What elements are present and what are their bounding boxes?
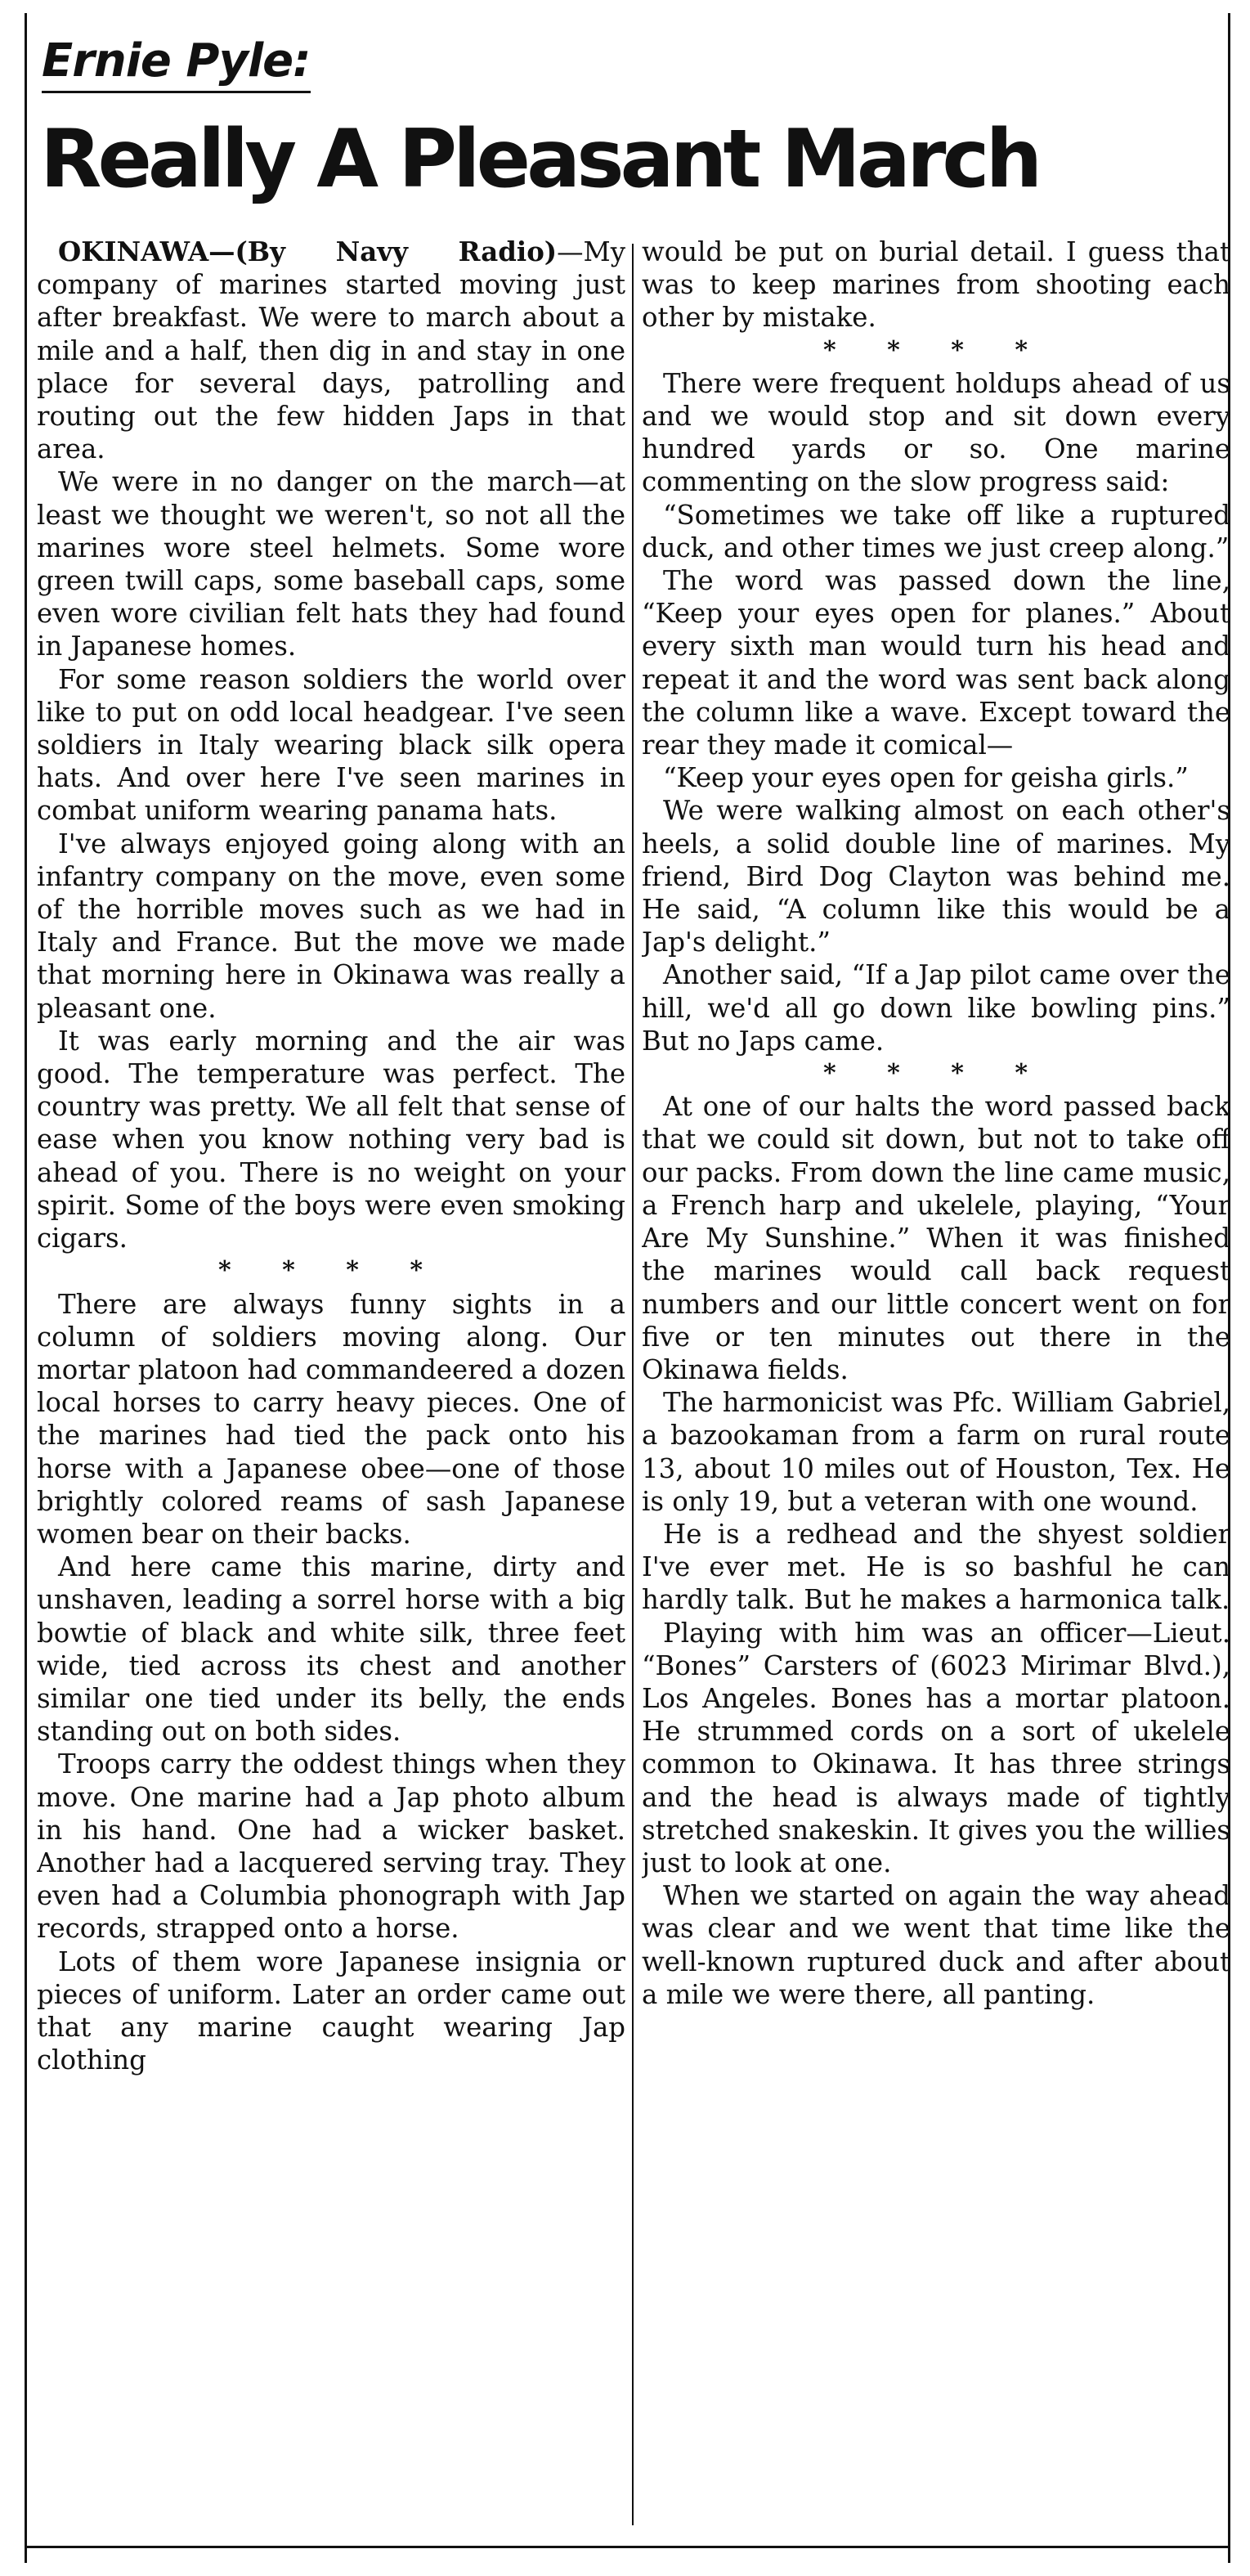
- body-paragraph: Troops carry the oddest things when they move. One marine had a Jap photo album in his hand. One had a wicker basket. Another had a lacquered serving tray. They even had a Columbia phonograph with Jap records, strapped onto a horse.: [37, 1748, 625, 1945]
- body-paragraph: And here came this marine, dirty and unshaven, leading a sorrel horse with a big bowtie of black and white silk, three feet wide, tied across its chest and another similar one tied under its belly, the ends standing out on both sides.: [37, 1551, 625, 1748]
- column-divider: [632, 244, 634, 2525]
- headline: Really A Pleasant March: [40, 113, 1039, 206]
- body-paragraph: We were in no danger on the march—at least we thought we weren't, so not all the marines wore steel helmets. Some wore green twill caps, some baseball caps, some even wore civilian felt hats they had found in Japanese homes.: [37, 466, 625, 662]
- body-paragraph: The harmonicist was Pfc. William Gabriel, a bazookaman from a farm on rural route 13, about 10 miles out of Houston, Tex. He is only 19, but a veteran with one wound.: [642, 1387, 1230, 1517]
- body-paragraph: Playing with him was an officer—Lieut. “Bones” Carsters of (6023 Mirimar Blvd.), Los Angeles. Bones has a mortar platoon. He strummed cords on a sort of ukelele common to Okinawa. It has three strings and the head is always made of tightly stretched snakeskin. It gives you the willies just to look at one.: [642, 1617, 1230, 1878]
- body-paragraph: Another said, “If a Jap pilot came over the hill, we'd all go down like bowling pins.” But no Japs came.: [642, 959, 1230, 1057]
- left-column: [37, 236, 625, 2525]
- newspaper-clipping: [25, 13, 1230, 2563]
- body-paragraph: The word was passed down the line, “Keep your eyes open for planes.” About every sixth man would turn his head and repeat it and the word was sent back along the column like a wave. Except toward the rear they made it comical—: [642, 565, 1230, 761]
- dateline: OKINAWA—(By Navy Radio): [58, 236, 558, 267]
- body-paragraph: We were walking almost on each other's heels, a solid double line of marines. My friend, Bird Dog Clayton was behind me. He said, “A column like this would be a Jap's delight.”: [642, 795, 1230, 958]
- body-paragraph: When we started on again the way ahead was clear and we went that time like the well-known ruptured duck and after about a mile we were there, all panting.: [642, 1880, 1230, 2010]
- paragraph-text: —My company of marines started moving just after breakfast. We were to march about a mile and a half, then dig in and stay in one place for several days, patrolling and routing out the few hidden Japs in that area.: [37, 236, 625, 465]
- body-paragraph: I've always enjoyed going along with an infantry company on the move, even some of the horrible moves such as we had in Italy and France. But the move we made that morning here in Okinawa was really a pleasant one.: [37, 828, 625, 1024]
- body-paragraph: For some reason soldiers the world over like to put on odd local headgear. I've seen soldiers in Italy wearing black silk opera hats. And over here I've seen marines in combat uniform wearing panama hats.: [37, 663, 625, 827]
- body-paragraph: At one of our halts the word passed back that we could sit down, but not to take off our packs. From down the line came music, a French harp and ukelele, playing, “Your Are My Sunshine.” When it was finished the marines would call back request numbers and our little concert went on for five or ten minutes out there in the Okinawa fields.: [642, 1091, 1230, 1385]
- section-separator: * * * *: [217, 1256, 445, 1286]
- body-paragraph: He is a redhead and the shyest soldier I've ever met. He is so bashful he can hardly talk. But he makes a harmonica talk.: [642, 1518, 1230, 1616]
- body-paragraph: It was early morning and the air was good. The temperature was perfect. The country was pretty. We all felt that sense of ease when you know nothing very bad is ahead of you. There is no weight on your spirit. Some of the boys were even smoking cigars.: [37, 1025, 625, 1254]
- section-separator: * * * *: [822, 335, 1050, 365]
- body-paragraph: “Keep your eyes open for geisha girls.”: [663, 762, 1189, 794]
- columnist-kicker: Ernie Pyle:: [42, 34, 311, 93]
- section-separator: * * * *: [822, 1059, 1050, 1088]
- body-paragraph: would be put on burial detail. I guess that was to keep marines from shooting each other by mistake.: [642, 236, 1230, 334]
- body-paragraph: There are always funny sights in a column of soldiers moving along. Our mortar platoon had commandeered a dozen local horses to carry heavy pieces. One of the marines had tied the pack onto his horse with a Japanese obee—one of those brightly colored reams of sash Japanese women bear on their backs.: [37, 1288, 625, 1550]
- body-paragraph: There were frequent holdups ahead of us and we would stop and sit down every hundred yards or so. One marine commenting on the slow progress said:: [642, 367, 1230, 498]
- body-paragraph: Lots of them wore Japanese insignia or pieces of uniform. Later an order came out that any marine caught wearing Jap clothing: [37, 1945, 625, 2076]
- body-paragraph: “Sometimes we take off like a ruptured duck, and other times we just creep along.”: [642, 499, 1230, 563]
- bottom-rule: [27, 2546, 1228, 2548]
- right-column: [642, 236, 1230, 2525]
- body-paragraph: [37, 236, 625, 465]
